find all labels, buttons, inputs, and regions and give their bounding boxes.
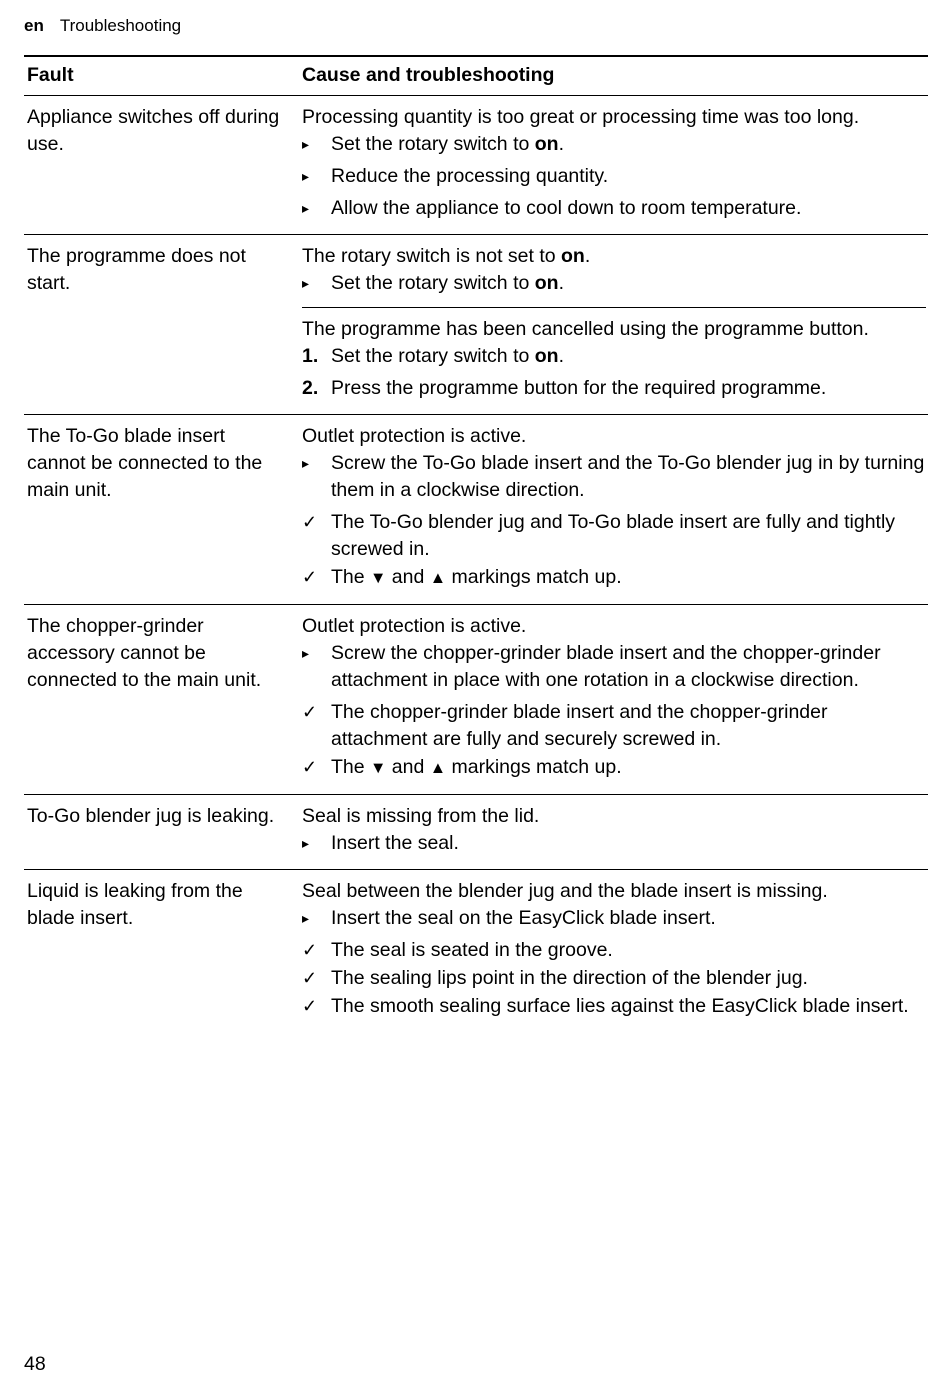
list-item-text xyxy=(331,131,926,158)
fault-cell: The programme does not start. xyxy=(27,245,246,294)
list-item-text xyxy=(331,965,926,992)
text-segment: markings match up. xyxy=(446,566,622,588)
table-row xyxy=(24,234,928,414)
text-segment: Set the rotary switch to xyxy=(331,133,535,155)
text-segment: Reduce the processing quantity. xyxy=(331,165,609,187)
text-segment: Set the rotary switch to xyxy=(331,272,535,294)
list-item-text xyxy=(331,830,926,857)
check-icon: ✓ xyxy=(302,702,318,722)
text-segment: The sealing lips point in the direction of the blender jug. xyxy=(331,967,808,989)
text-segment: The chopper-grinder blade insert and the chopper-grinder attachment are fully and securely screwed in. xyxy=(331,701,828,750)
table-row xyxy=(24,604,928,794)
cause-cell xyxy=(302,795,928,869)
triangle-up-icon: ▲ xyxy=(429,759,447,777)
text-segment: and xyxy=(386,566,430,588)
text-segment: on xyxy=(534,133,559,155)
list-item-text xyxy=(331,699,926,753)
text-segment: Screw the To-Go blade insert and the To-Go blender jug in by turning them in a clockwise direction. xyxy=(331,452,925,501)
table-row xyxy=(24,869,928,1032)
cause-block xyxy=(302,613,926,782)
arrow-bullet-icon: ▸ xyxy=(302,910,310,926)
check-icon: ✓ xyxy=(302,512,318,532)
table-body xyxy=(24,96,928,1032)
fault-cell: Appliance switches off during use. xyxy=(27,106,280,155)
list-item xyxy=(302,270,926,297)
list-item xyxy=(302,131,926,158)
text-segment: Outlet protection is active. xyxy=(302,615,527,637)
arrow-bullet-icon: ▸ xyxy=(302,136,310,152)
arrow-bullet-icon: ▸ xyxy=(302,200,310,216)
text-segment: The seal is seated in the groove. xyxy=(331,939,613,961)
list-item xyxy=(302,993,926,1020)
step-number: 1. xyxy=(302,345,319,367)
cause-intro xyxy=(302,878,926,905)
list-item xyxy=(302,699,926,753)
list-item xyxy=(302,965,926,992)
cause-intro xyxy=(302,243,926,270)
check-icon: ✓ xyxy=(302,996,318,1016)
cause-block xyxy=(302,104,926,222)
list-item-text xyxy=(331,343,926,370)
arrow-bullet-icon: ▸ xyxy=(302,275,310,291)
table-row xyxy=(24,96,928,234)
cause-intro xyxy=(302,104,926,131)
section-title: Troubleshooting xyxy=(59,16,182,35)
column-header-cause: Cause and troubleshooting xyxy=(302,64,555,86)
check-icon: ✓ xyxy=(302,940,318,960)
troubleshooting-table xyxy=(24,55,928,1032)
fault-cell: The chopper-grinder accessory cannot be connected to the main unit. xyxy=(27,615,262,691)
list-item-text xyxy=(331,993,926,1020)
cause-cell xyxy=(302,870,928,1032)
text-segment: on xyxy=(534,345,559,367)
text-segment: The To-Go blender jug and To-Go blade insert are fully and tightly screwed in. xyxy=(331,511,896,560)
check-icon: ✓ xyxy=(302,968,318,988)
cause-intro xyxy=(302,803,926,830)
cause-intro xyxy=(302,423,926,450)
table-row xyxy=(24,414,928,604)
cause-intro xyxy=(302,613,926,640)
triangle-down-icon: ▼ xyxy=(370,759,387,777)
check-icon: ✓ xyxy=(302,757,318,777)
text-segment: Press the programme button for the required programme. xyxy=(331,377,827,399)
text-segment: Insert the seal on the EasyClick blade insert. xyxy=(331,907,716,929)
triangle-down-icon: ▼ xyxy=(370,569,387,587)
table-row xyxy=(24,794,928,869)
fault-cell: Liquid is leaking from the blade insert. xyxy=(27,880,243,929)
text-segment: Set the rotary switch to xyxy=(331,345,535,367)
text-segment: Seal between the blender jug and the blade insert is missing. xyxy=(302,880,828,902)
list-item xyxy=(302,830,926,857)
list-item-text xyxy=(331,270,926,297)
fault-cell: The To-Go blade insert cannot be connected to the main unit. xyxy=(27,425,263,501)
text-segment: on xyxy=(534,272,559,294)
triangle-up-icon: ▲ xyxy=(429,569,447,587)
arrow-bullet-icon: ▸ xyxy=(302,835,310,851)
language-code: en xyxy=(24,16,44,35)
text-segment: Allow the appliance to cool down to room temperature. xyxy=(331,197,802,219)
text-segment: The xyxy=(331,566,371,588)
text-segment: . xyxy=(584,245,591,267)
list-item-text xyxy=(331,450,926,504)
arrow-bullet-icon: ▸ xyxy=(302,645,310,661)
list-item xyxy=(302,343,926,370)
list-item xyxy=(302,195,926,222)
list-item-text xyxy=(331,564,926,592)
table-header-row xyxy=(24,57,928,96)
text-segment: Processing quantity is too great or processing time was too long. xyxy=(302,106,860,128)
list-item-text xyxy=(331,640,926,694)
text-segment: Outlet protection is active. xyxy=(302,425,527,447)
list-item xyxy=(302,450,926,504)
text-segment: The rotary switch is not set to xyxy=(302,245,562,267)
cause-intro xyxy=(302,316,926,343)
cause-cell xyxy=(302,235,928,414)
list-item xyxy=(302,509,926,563)
list-item xyxy=(302,640,926,694)
cause-block xyxy=(302,307,926,402)
list-item xyxy=(302,754,926,782)
text-segment: . xyxy=(558,133,565,155)
list-item xyxy=(302,564,926,592)
text-segment: markings match up. xyxy=(446,756,622,778)
running-header xyxy=(24,8,928,38)
text-segment: The xyxy=(331,756,371,778)
column-header-fault: Fault xyxy=(27,64,74,86)
fault-cell: To-Go blender jug is leaking. xyxy=(27,805,275,827)
cause-cell xyxy=(302,605,928,794)
text-segment: Seal is missing from the lid. xyxy=(302,805,540,827)
list-item xyxy=(302,905,926,932)
check-icon: ✓ xyxy=(302,567,318,587)
cause-block xyxy=(302,878,926,1020)
list-item-text xyxy=(331,509,926,563)
text-segment: The smooth sealing surface lies against the EasyClick blade insert. xyxy=(331,995,909,1017)
page-number: 48 xyxy=(24,1353,46,1375)
text-segment: Insert the seal. xyxy=(331,832,459,854)
cause-cell xyxy=(302,96,928,234)
list-item xyxy=(302,937,926,964)
list-item-text xyxy=(331,905,926,932)
cause-block xyxy=(302,803,926,857)
list-item xyxy=(302,375,926,402)
cause-block xyxy=(302,243,926,297)
text-segment: Screw the chopper-grinder blade insert and the chopper-grinder attachment in place with one rotation in a clockwise direction. xyxy=(331,642,881,691)
text-segment: . xyxy=(558,345,565,367)
arrow-bullet-icon: ▸ xyxy=(302,455,310,471)
list-item-text xyxy=(331,375,926,402)
arrow-bullet-icon: ▸ xyxy=(302,168,310,184)
text-segment: and xyxy=(386,756,430,778)
list-item-text xyxy=(331,163,926,190)
cause-block xyxy=(302,423,926,592)
list-item-text xyxy=(331,754,926,782)
text-segment: The programme has been cancelled using the programme button. xyxy=(302,318,869,340)
step-number: 2. xyxy=(302,377,319,399)
text-segment: on xyxy=(561,245,585,267)
cause-cell xyxy=(302,415,928,604)
list-item-text xyxy=(331,937,926,964)
list-item-text xyxy=(331,195,926,222)
list-item xyxy=(302,163,926,190)
text-segment: . xyxy=(558,272,565,294)
